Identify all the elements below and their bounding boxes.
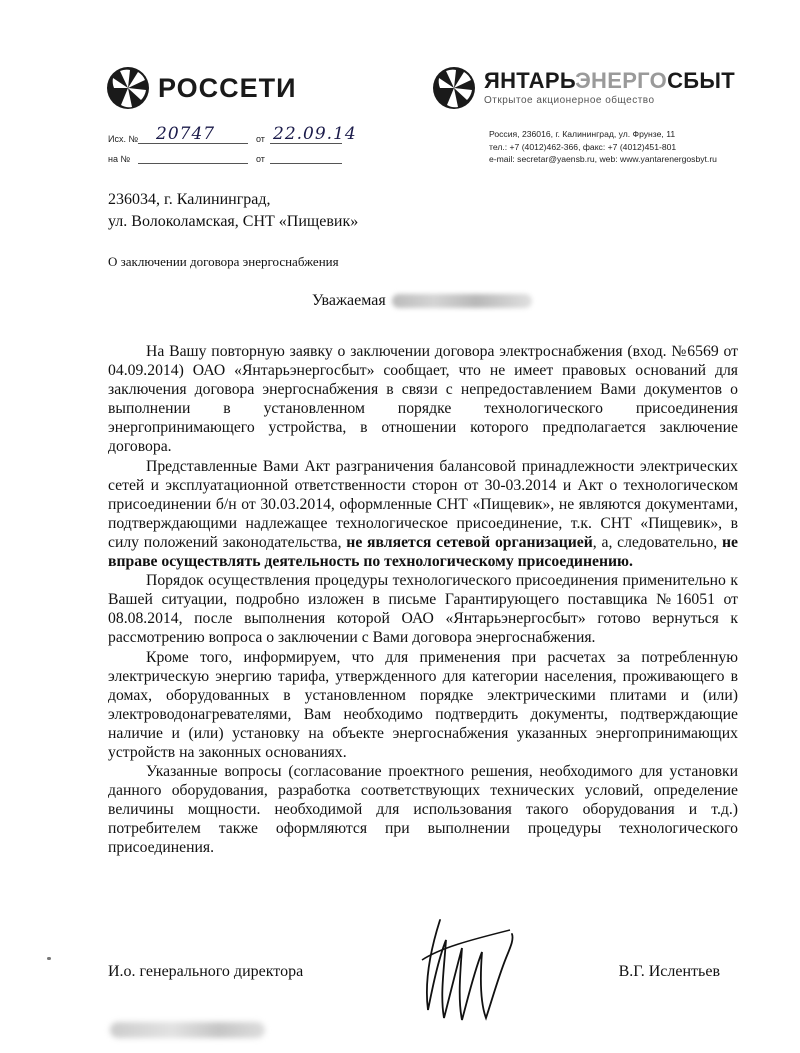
- logo-text-part-1: ЯНТАРЬ: [484, 68, 576, 93]
- scan-speck: [47, 957, 51, 960]
- incoming-date-line: [270, 149, 342, 164]
- paragraph-5: Указанные вопросы (согласование проектного решения, необходимого для установки данного оборудования, разработка соответствующих технических условий, определение величины мощности. необходимой для использования такого оборудования и т.д.) потребителем также оформляются при выполнении процедуры технологического присоединения.: [108, 763, 738, 857]
- signatory-title: И.о. генерального директора: [108, 963, 304, 980]
- logo-subtitle: Открытое акционерное общество: [484, 95, 655, 106]
- incoming-date-label: от: [256, 154, 265, 164]
- paragraph-2-part-1: Представленные Вами Акт разграничения балансовой принадлежности электрических сетей и эксплуатационной ответственности сторон от 30-03.2014 и Акт о технологическом присоединении б/н от 30.03.2014, оформленные СНТ «Пищевик», не являются документами, подтверждающими надлежащее технологическое присоединение, т.к. СНТ «Пищевик», в силу положений законодательства,: [108, 457, 738, 551]
- rosseti-logo-text: РОССЕТИ: [158, 72, 297, 103]
- address-line-2: ул. Волоколамская, СНТ «Пищевик»: [108, 213, 359, 230]
- paragraph-3: Порядок осуществления процедуры технологического присоединения применительно к Вашей ситуации, подробно изложен в письме Гарантирующего поставщика №16051 от 08.08.2014, после выполнения которой ОАО «Янтарьэнергосбыт» готово вернуться к рассмотрению вопроса о заключении с Вами договора энергоснабжения.: [108, 572, 738, 647]
- registration-block: [108, 124, 388, 168]
- incoming-number-label: на №: [108, 154, 131, 164]
- address-line-1: 236034, г. Калининград,: [108, 191, 271, 208]
- yantarenergosbyt-logo-text: [484, 70, 735, 92]
- yantarenergosbyt-emblem-icon: [432, 66, 476, 110]
- letter-subject: О заключении договора энергоснабжения: [108, 254, 339, 269]
- paragraph-2-part-2: , а, следовательно,: [592, 533, 722, 551]
- redacted-recipient-name: [392, 294, 532, 308]
- outgoing-number-value: 20747: [156, 124, 216, 144]
- incoming-number-row: [108, 148, 388, 168]
- paragraph-2: [108, 457, 738, 572]
- outgoing-number-row: [108, 124, 388, 148]
- paragraph-2-bold-1: не является сетевой организацией: [346, 533, 593, 551]
- paragraph-4: Кроме того, информируем, что для применения при расчетах за потребленную электрическую энергию тарифа, утвержденного для категории населения, проживающего в домах, оборудованных в установленном порядке электрическими плитами и (или) электроводонагревателями, Вам необходимо подтвердить документы, подтверждающие наличие и (или) установку на объекте энергоснабжения указанных энергопринимающих устройств на законных основаниях.: [108, 648, 738, 761]
- paragraph-2-bold-2: не вправе осуществлять деятельность по технологическому присоединению.: [108, 533, 738, 571]
- outgoing-number-label: Исх. №: [108, 134, 139, 144]
- outgoing-date-value: 22.09.14: [273, 124, 357, 144]
- contact-address: Россия, 236016, г. Калининград, ул. Фрунзе, 11: [489, 129, 676, 139]
- logo-text-part-2: ЭНЕРГО: [575, 68, 668, 93]
- paragraph-1: На Вашу повторную заявку о заключении договора электроснабжения (вход. №6569 от 04.09.2014) ОАО «Янтарьэнергосбыт» сообщает, что не имеет правовых оснований для заключения договора энергоснабжения в связи с непредоставлением Вами документов о выполнении в установленном порядке технологического присоединения энергопринимающего устройства, в отношении которого предполагается заключение договора.: [108, 343, 738, 456]
- company-contacts: [489, 128, 717, 166]
- rosseti-emblem-icon: [106, 66, 150, 110]
- handwritten-signature: [410, 900, 520, 1025]
- greeting-text: Уважаемая: [312, 292, 386, 309]
- yantarenergosbyt-logo: [432, 66, 735, 110]
- outgoing-date-label: от: [256, 134, 265, 144]
- logo-text-part-3: СБЫТ: [667, 68, 735, 93]
- incoming-number-line: [138, 149, 248, 164]
- recipient-address: [108, 189, 358, 233]
- letter-body: [108, 342, 738, 858]
- redacted-footer: [110, 1022, 265, 1038]
- greeting: [312, 292, 532, 310]
- rosseti-logo: [106, 66, 297, 110]
- contact-email-web: e-mail: secretar@yaensb.ru, web: www.yantarenergosbyt.ru: [489, 154, 717, 164]
- signatory-name: В.Г. Ислентьев: [618, 963, 720, 980]
- contact-phone: тел.: +7 (4012)462-366, факс: +7 (4012)451-801: [489, 141, 677, 152]
